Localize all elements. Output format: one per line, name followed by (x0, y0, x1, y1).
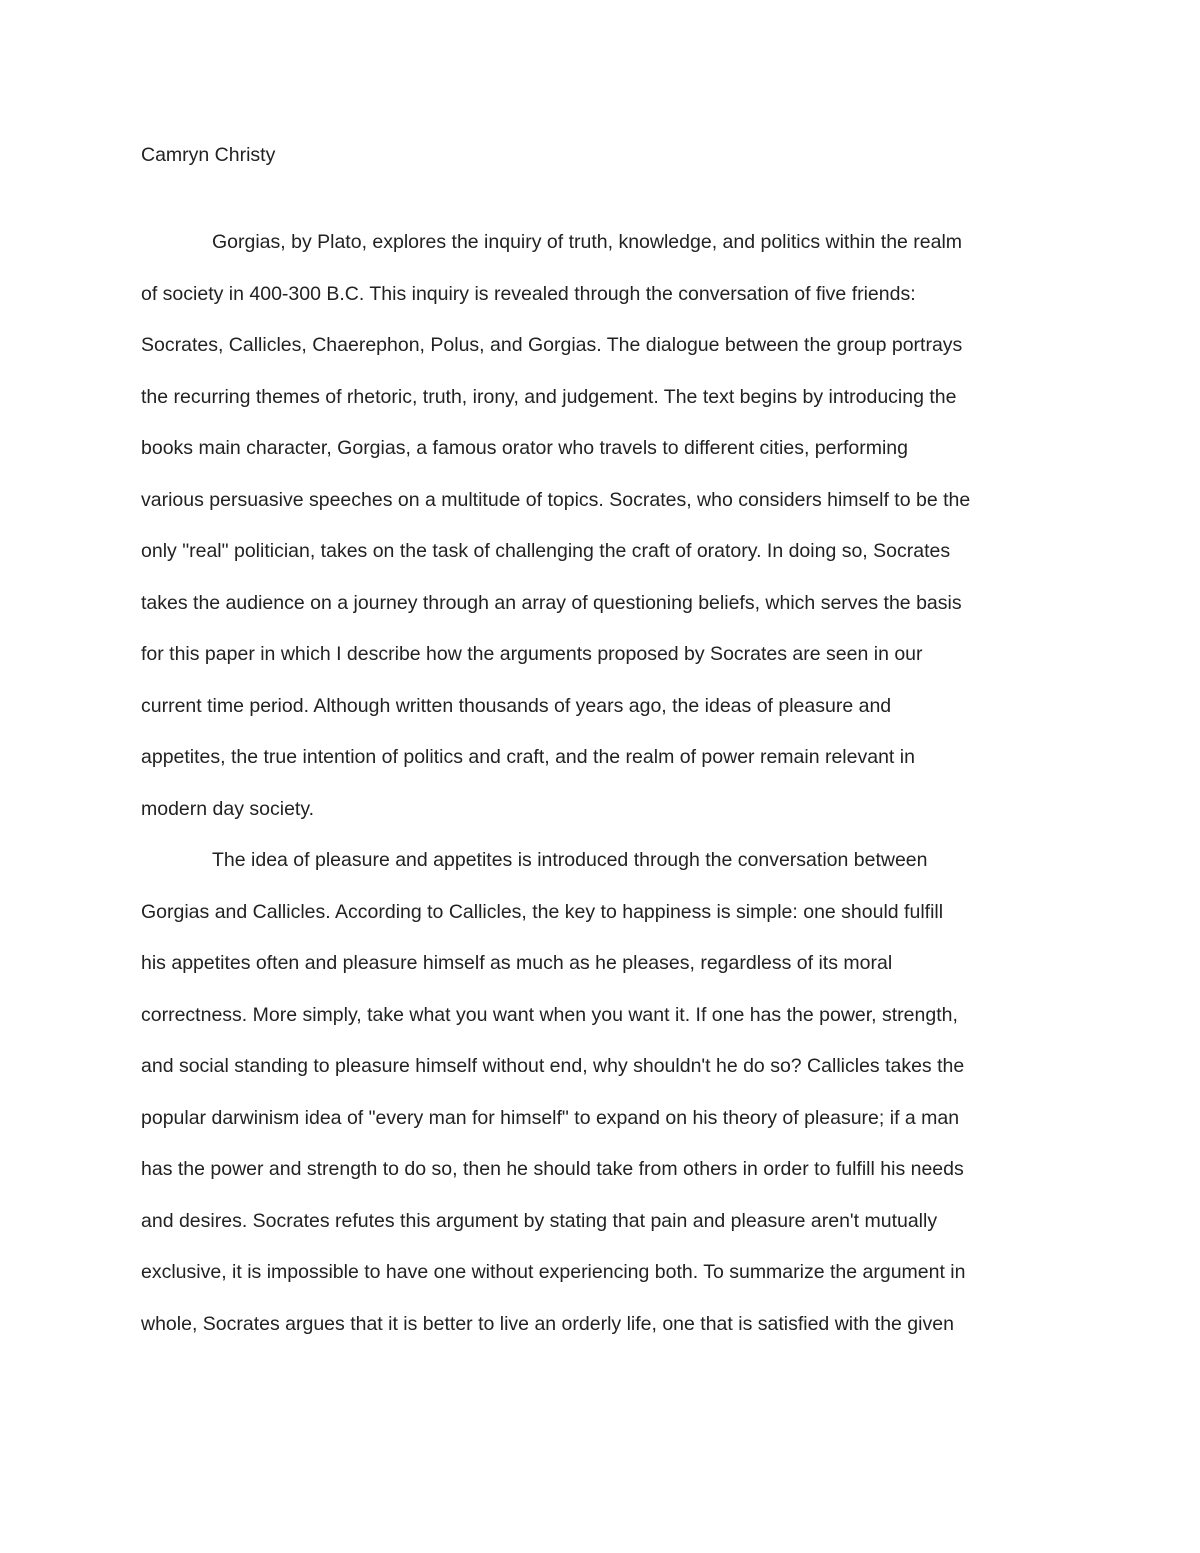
paragraph-line: has the power and strength to do so, then he should take from others in order to fulfill his needs (141, 1158, 964, 1180)
paragraph-line: correctness. More simply, take what you want when you want it. If one has the power, strength, (141, 1003, 958, 1026)
paragraph-line: only "real" politician, takes on the task of challenging the craft of oratory. In doing so, Socrates (141, 540, 951, 562)
paragraph-line: whole, Socrates argues that it is better to live an orderly life, one that is satisfied with the given (141, 1312, 954, 1335)
paragraph-first-line: Gorgias, by Plato, explores the inquiry of truth, knowledge, and politics within the realm (212, 231, 963, 253)
paragraph-line: Socrates, Callicles, Chaerephon, Polus, and Gorgias. The dialogue between the group portrays (141, 334, 963, 356)
paragraph-line: the recurring themes of rhetoric, truth, irony, and judgement. The text begins by introducing the (141, 385, 957, 408)
paragraph-line: of society in 400-300 B.C. This inquiry is revealed through the conversation of five friends: (141, 282, 916, 305)
paragraph-first-line: The idea of pleasure and appetites is introduced through the conversation between (212, 849, 928, 871)
paragraph-line: modern day society. (141, 797, 315, 820)
paragraph-line: various persuasive speeches on a multitude of topics. Socrates, who considers himself to be the (141, 488, 971, 511)
paragraph-line: current time period. Although written thousands of years ago, the ideas of pleasure and (141, 694, 892, 717)
paragraph-line: popular darwinism idea of "every man for himself" to expand on his theory of pleasure; if a man (141, 1106, 960, 1129)
paragraph-line: and desires. Socrates refutes this argument by stating that pain and pleasure aren't mutually (141, 1209, 938, 1232)
paragraph-line: for this paper in which I describe how the arguments proposed by Socrates are seen in our (141, 643, 923, 665)
paragraph-line: appetites, the true intention of politics and craft, and the realm of power remain relevant in (141, 746, 915, 768)
paragraph-line: takes the audience on a journey through an array of questioning beliefs, which serves the basis (141, 591, 962, 614)
paragraph-line: exclusive, it is impossible to have one without experiencing both. To summarize the argument in (141, 1261, 966, 1283)
author-name: Camryn Christy (141, 144, 276, 166)
paragraph-line: his appetites often and pleasure himself as much as he pleases, regardless of its moral (141, 952, 893, 974)
paragraph-line: books main character, Gorgias, a famous orator who travels to different cities, performing (141, 437, 908, 459)
paragraph-line: and social standing to pleasure himself without end, why shouldn't he do so? Callicles takes the (141, 1055, 965, 1077)
paragraph-line: Gorgias and Callicles. According to Callicles, the key to happiness is simple: one should fulfill (141, 900, 944, 923)
